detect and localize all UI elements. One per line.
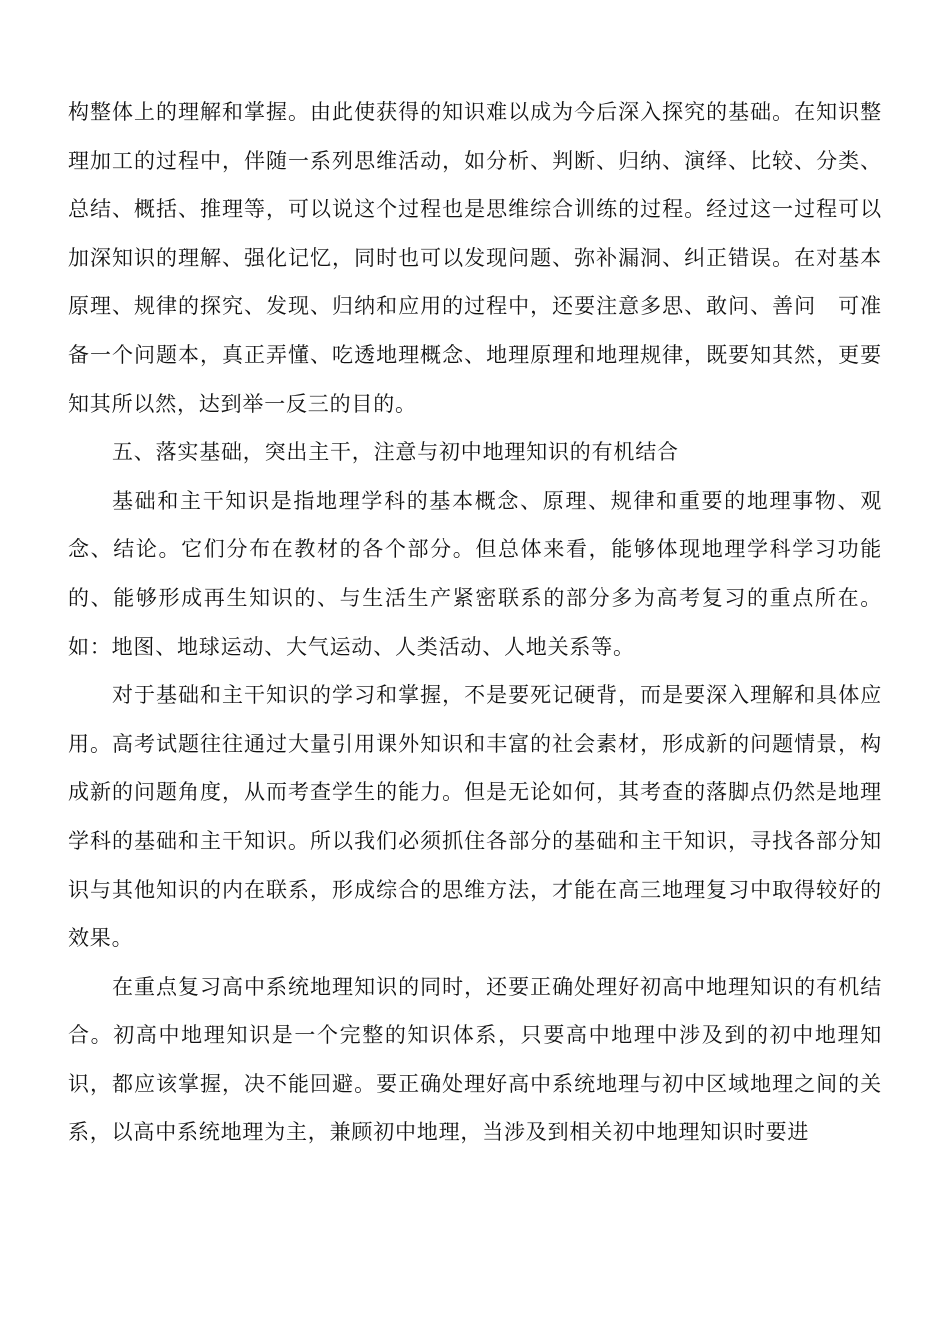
paragraph-continued: 构整体上的理解和掌握。由此使获得的知识难以成为今后深入探究的基础。在知识整理加工的过程中，伴随一系列思维活动，如分析、判断、归纳、演绎、比较、分类、总结、概括、推理等，可以说这个过程也是思维综合训练的过程。经过这一过程可以加深知识的理解、强化记忆，同时也可以发现问题、弥补漏洞、纠正错误。在对基本原理、规律的探究、发现、归纳和应用的过程中，还要注意多思、敢问、善问 可准备一个问题本，真正弄懂、吃透地理概念、地理原理和地理规律，既要知其然，更要知其所以然，达到举一反三的目的。	[68, 100, 882, 416]
paragraph: 对于基础和主干知识的学习和掌握，不是要死记硬背，而是要深入理解和具体应用。高考试题往往通过大量引用课外知识和丰富的社会素材，形成新的问题情景，构成新的问题角度，从而考查学生的能力。但是无论如何，其考查的落脚点仍然是地理学科的基础和主干知识。所以我们必须抓住各部分的基础和主干知识，寻找各部分知识与其他知识的内在联系，形成综合的思维方法，才能在高三地理复习中取得较好的效果。	[68, 683, 882, 951]
section-heading: 五、落实基础，突出主干，注意与初中地理知识的有机结合	[112, 440, 679, 465]
paragraph: 基础和主干知识是指地理学科的基本概念、原理、规律和重要的地理事物、观念、结论。它们分布在教材的各个部分。但总体来看，能够体现地理学科学习功能的、能够形成再生知识的、与生活生产紧密联系的部分多为高考复习的重点所在。如：地图、地球运动、大气运动、人类活动、人地关系等。	[68, 488, 882, 659]
document-body	[68, 88, 882, 1157]
paragraph: 在重点复习高中系统地理知识的同时，还要正确处理好初高中地理知识的有机结合。初高中地理知识是一个完整的知识体系，只要高中地理中涉及到的初中地理知识，都应该掌握，决不能回避。要正确处理好高中系统地理与初中区域地理之间的关系，以高中系统地理为主，兼顾初中地理，当涉及到相关初中地理知识时要进	[68, 974, 882, 1145]
